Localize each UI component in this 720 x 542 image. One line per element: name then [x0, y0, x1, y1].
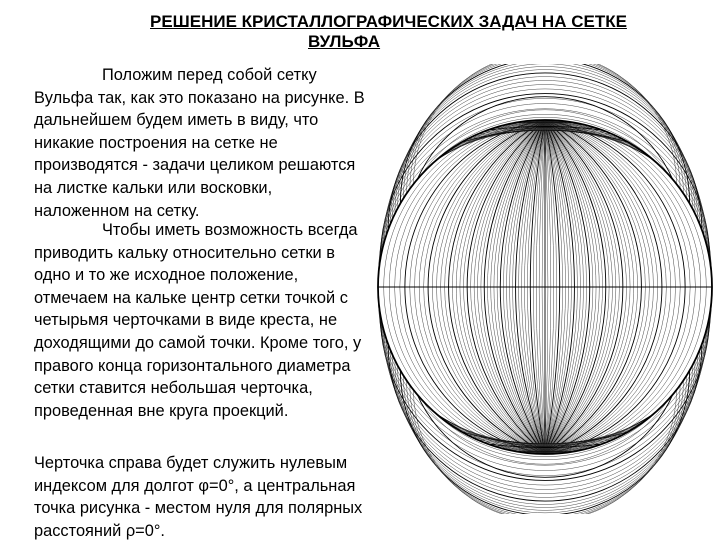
wulff-net-grid	[378, 64, 712, 514]
paragraph-1-text: Положим перед собой сетку Вульфа так, как это показано на рисунке. В дальнейшем будем иметь в виду, что никакие построения на сетке не производятся - задачи целиком решаются на листке кальки или восковки, наложенном на сетку.	[34, 64, 372, 222]
paragraph-2-text: Чтобы иметь возможность всегда приводить кальку относительно сетки в одно и то же исходное положение, отмечаем на кальке центр сетки точкой с четырьмя черточками в виде креста, не доходящими до самой точки. Кроме того, у правого конца горизонтального диаметра сетки ставится небольшая черточка, проведенная вне круга проекций.	[34, 219, 372, 422]
title-line-2: ВУЛЬФА	[150, 32, 690, 52]
paragraph-2	[34, 219, 372, 422]
page-title	[150, 12, 690, 52]
paragraph-3	[34, 452, 372, 542]
title-line-1: РЕШЕНИЕ КРИСТАЛЛОГРАФИЧЕСКИХ ЗАДАЧ НА СЕТКЕ	[150, 12, 690, 32]
paragraph-3-text: Черточка справа будет служить нулевым индексом для долгот φ=0°, а центральная точка рисунка - местом нуля для полярных расстояний ρ=0°.	[34, 452, 372, 542]
paragraph-1	[34, 64, 372, 222]
wulff-net-figure	[376, 64, 718, 514]
